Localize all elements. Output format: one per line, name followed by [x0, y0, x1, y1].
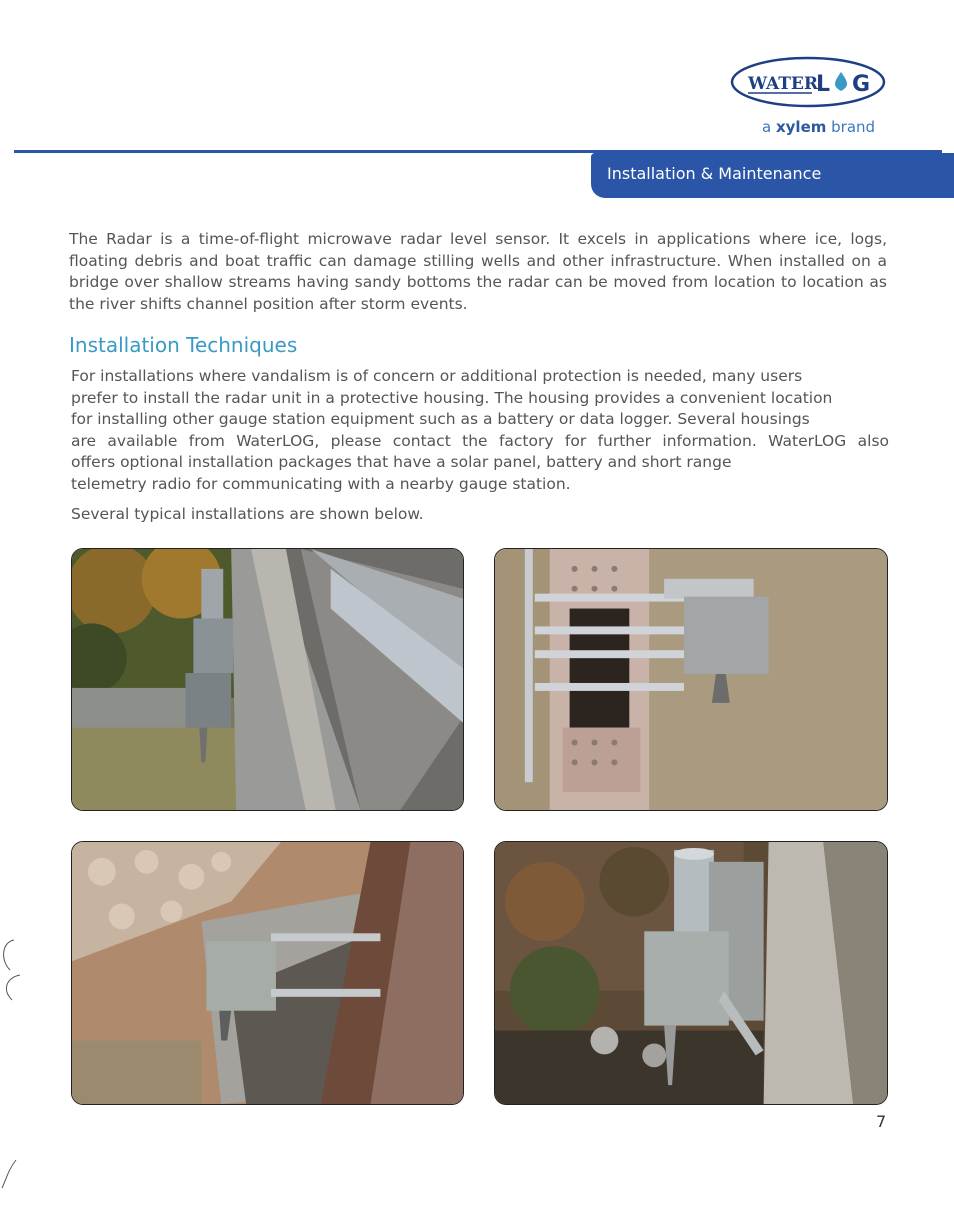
body-line: prefer to install the radar unit in a protective housing. The housing provides a convenient location	[71, 388, 833, 407]
closing-sentence: Several typical installations are shown below.	[71, 505, 424, 523]
body-paragraph	[71, 366, 889, 495]
section-tab: Installation & Maintenance	[591, 153, 954, 198]
brand-tagline	[762, 118, 875, 136]
body-line: offers optional installation packages that have a solar panel, battery and short range	[71, 453, 732, 471]
logo-l-text: L	[816, 72, 831, 97]
installation-photo-footbridge	[71, 548, 464, 811]
tagline-brand: xylem	[775, 118, 827, 136]
body-line: for installing other gauge station equipment such as a battery or data logger. Several housings	[71, 410, 810, 428]
section-heading: Installation Techniques	[69, 333, 298, 357]
installation-photo-riprap	[71, 841, 464, 1105]
logo-water-text: WATER	[748, 74, 819, 94]
body-line: are available from WaterLOG, please contact the factory for further information. WaterLOG also	[71, 431, 889, 450]
installation-photo-girder	[494, 548, 888, 811]
page-number: 7	[876, 1112, 887, 1131]
installation-photo-housing	[494, 841, 888, 1105]
tagline-prefix: a	[762, 118, 776, 136]
logo-g-text: G	[852, 72, 871, 97]
intro-paragraph: The Radar is a time-of-flight microwave radar level sensor. It excels in applications where ice, logs, floating debris and boat traffic can damage stilling wells and other infrastructure. When installed on a bridge over shallow streams having sandy bottoms the radar can be moved from location to location as the river shifts channel position after storm events.	[69, 230, 887, 313]
binding-edge-mark	[0, 930, 20, 1190]
waterlog-logo	[730, 56, 886, 108]
body-line: telemetry radio for communicating with a nearby gauge station.	[71, 474, 571, 493]
tagline-suffix: brand	[826, 118, 876, 136]
body-line: For installations where vandalism is of concern or additional protection is needed, many users	[71, 367, 803, 385]
